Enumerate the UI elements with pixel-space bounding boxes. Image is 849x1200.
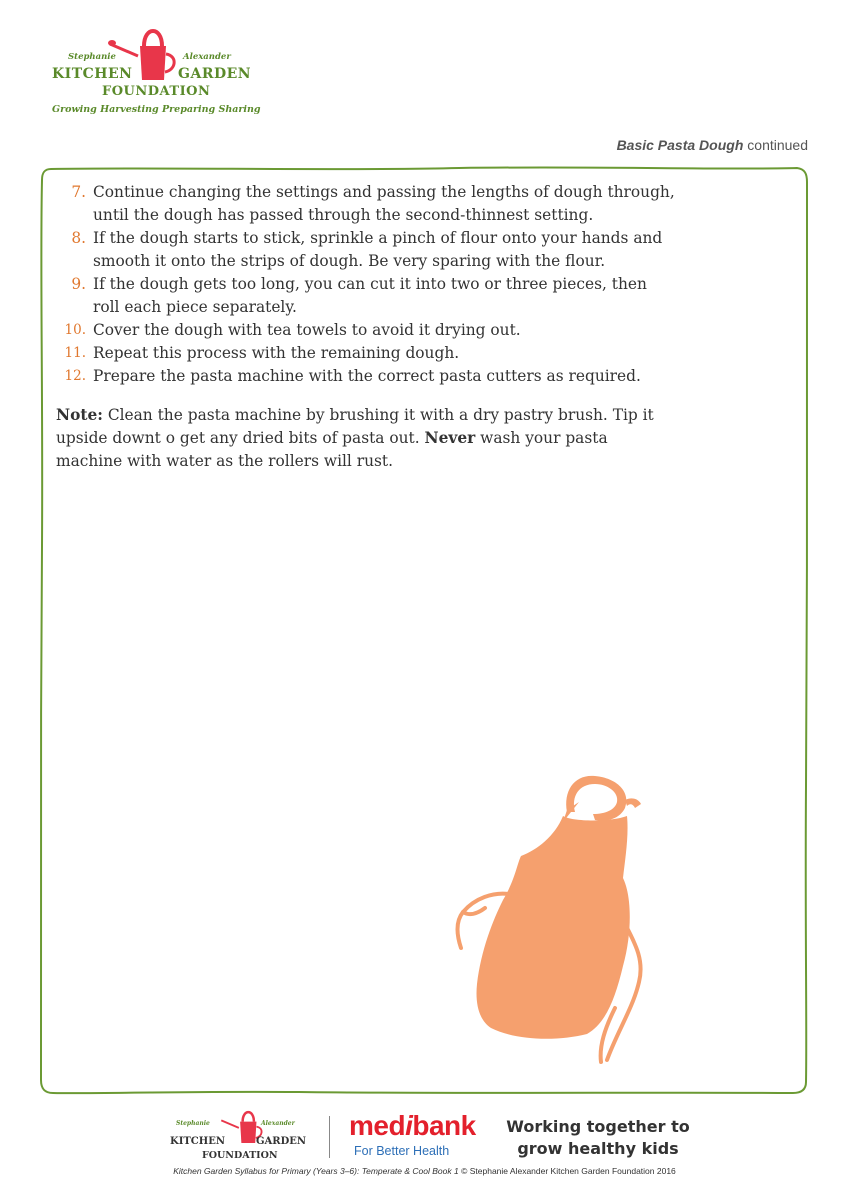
list-item — [56, 342, 676, 365]
note-text-before: Clean the pasta machine by brushing it with a dry pastry brush. Tip it upside downt o get any dried bits of pasta out. — [56, 406, 654, 447]
note-never: Never — [424, 429, 476, 447]
step-number: 9. — [71, 275, 86, 293]
logo-kitchen: KITCHEN — [52, 66, 133, 82]
logo-foundation: FOUNDATION — [102, 84, 211, 99]
medibank-logo: medibank — [349, 1110, 476, 1141]
step-text: Repeat this process with the remaining dough. — [93, 344, 460, 362]
footer-slogan: Working together to grow healthy kids — [506, 1117, 690, 1158]
step-text: Cover the dough with tea towels to avoid it drying out. — [93, 321, 521, 339]
footer-logo-alexander: Alexander — [261, 1120, 295, 1127]
step-number: 7. — [71, 183, 86, 201]
page-footer — [0, 1100, 849, 1200]
copyright-line — [0, 1166, 849, 1176]
header-suffix: continued — [747, 137, 808, 153]
syllabus-title: Kitchen Garden Syllabus for Primary (Years 3–6): Temperate & Cool Book 1 — [173, 1166, 459, 1176]
step-number: 8. — [71, 229, 86, 247]
logo-stephanie: Stephanie — [68, 52, 116, 62]
steps-list — [56, 181, 676, 388]
list-item — [56, 365, 676, 388]
footer-logo-kitchen: KITCHEN — [170, 1136, 225, 1147]
list-item — [56, 273, 676, 319]
footer-logo-stephanie: Stephanie — [176, 1120, 210, 1127]
logo-garden: GARDEN — [178, 66, 252, 82]
step-number: 10. — [64, 322, 86, 338]
recipe-steps-content — [56, 181, 676, 488]
copyright-text: © Stephanie Alexander Kitchen Garden Foundation 2016 — [461, 1166, 676, 1176]
step-text: If the dough starts to stick, sprinkle a pinch of flour onto your hands and smooth it onto the strips of dough. Be very sparing with the flour. — [93, 229, 663, 270]
step-number: 12. — [64, 368, 86, 384]
step-number: 11. — [64, 345, 86, 361]
footer-divider — [329, 1116, 330, 1158]
list-item — [56, 319, 676, 342]
list-item — [56, 181, 676, 227]
step-text: Prepare the pasta machine with the correct pasta cutters as required. — [93, 367, 641, 385]
medibank-tagline: For Better Health — [354, 1144, 450, 1158]
note-label: Note: — [56, 406, 103, 424]
foundation-logo — [50, 22, 260, 122]
recipe-title: Basic Pasta Dough — [616, 137, 744, 153]
footer-logo-garden: GARDEN — [256, 1136, 307, 1147]
apron-illustration — [455, 770, 655, 1070]
step-text: Continue changing the settings and passing the lengths of dough through, until the dough has passed through the second-thinnest setting. — [93, 183, 675, 224]
step-text: If the dough gets too long, you can cut it into two or three pieces, then roll each piece separately. — [93, 275, 647, 316]
note-text-after: wash your pasta machine with water as the rollers will rust. — [56, 429, 608, 470]
footer-foundation-logo — [168, 1104, 318, 1162]
note-paragraph — [56, 404, 676, 473]
list-item — [56, 227, 676, 273]
logo-tagline: Growing Harvesting Preparing Sharing — [52, 104, 261, 115]
page-header — [617, 137, 808, 153]
footer-logo-foundation: FOUNDATION — [202, 1150, 278, 1161]
logo-alexander: Alexander — [183, 52, 231, 62]
